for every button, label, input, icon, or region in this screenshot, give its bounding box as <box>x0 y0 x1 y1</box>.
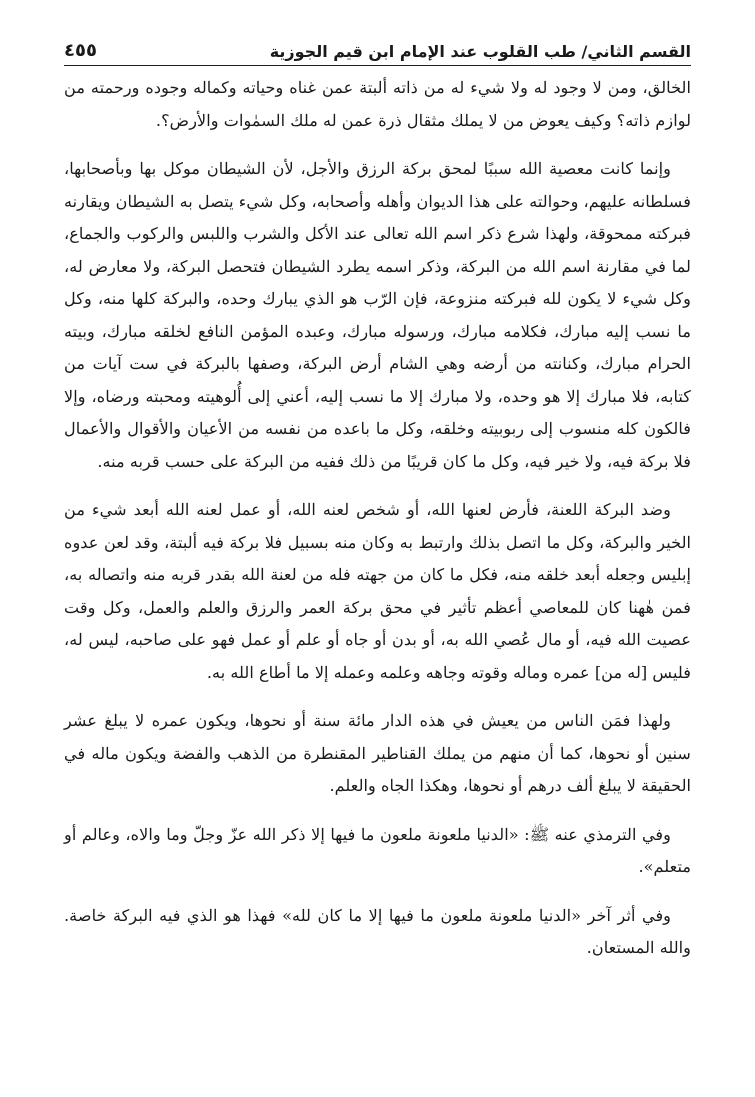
paragraph: ولهذا فمَن الناس من يعيش في هذه الدار مائة سنة أو نحوها، ويكون عمره لا يبلغ عشر سنين أو نحوها، كما أن منهم من يملك القناطير المقنطرة من الذهب والفضة ويكون ماله في الحقيقة لا يبلغ ألف درهم أو نحوها، وهكذا الجاه والعلم. <box>64 711 691 795</box>
page-number: ٤٥٥ <box>64 40 97 61</box>
paragraph: وفي الترمذي عنه ﷺ: «الدنيا ملعونة ملعون ما فيها إلا ذكر الله عزّ وجلّ وما والاه، وعالم أو متعلم». <box>64 824 691 876</box>
header-title: القسم الثاني/ طب القلوب عند الإمام ابن قيم الجوزية <box>269 42 691 61</box>
paragraph: الخالق، ومن لا وجود له ولا شيء له من ذاته ألبتة عمن غناه وحياته وكماله وجوده ورحمته من لوازم ذاته؟ وكيف يعوض من لا يملك مثقال ذرة عمن له ملك السمٰوات والأرض؟. <box>64 78 691 130</box>
paragraph: وفي أثر آخر «الدنيا ملعونة ملعون ما فيها إلا ما كان لله» فهذا هو الذي فيه البركة خاصة. والله المستعان. <box>64 905 691 957</box>
page-body <box>64 72 691 965</box>
paragraph: وضد البركة اللعنة، فأرض لعنها الله، أو شخص لعنه الله، أو عمل لعنه الله أبعد شيء من الخير والبركة، وكل ما اتصل بذلك وارتبط به وكان منه بسبيل فلا بركة فيه ألبتة، وقد لعن عدوه إبليس وجعله أبعد خلقه منه، فكل ما كان من جهته فله من لعنة الله بقدر قربه منه واتصاله به، فمن هٰهنا كان للمعاصي أعظم تأثير في محق بركة العمر والرزق والعلم والعمل، وكل وقت عصيت الله فيه، أو مال عُصي الله به، أو بدن أو جاه أو علم أو عمل فهو على صاحبه، ليس له، فليس [له من] عمره وماله وقوته وجاهه وعلمه وعمله إلا ما أطاع الله به. <box>64 500 691 682</box>
paragraph: وإنما كانت معصية الله سببًا لمحق بركة الرزق والأجل، لأن الشيطان موكل بها وبأصحابها، فسلطانه عليهم، وحوالته على هذا الديوان وأهله وأصحابه، وكل شيء يتصل به الشيطان ويقارنه فبركته ممحوقة، ولهذا شرع ذكر اسم الله تعالى عند الأكل والشرب واللبس والركوب والجماع، لما في مقارنة اسم الله من البركة، وذكر اسمه يطرد الشيطان فتحصل البركة، ولا معارض له، وكل شيء لا يكون لله فبركته منزوعة، فإن الرّب هو الذي يبارك وحده، والبركة كلها منه، وكل ما نسب إليه مبارك، فكلامه مبارك، ورسوله مبارك، وعبده المؤمن النافع لخلقه مبارك، وبيته الحرام مبارك، وكنانته من أرضه وهي الشام أرض البركة، وصفها بالبركة في ست آيات من كتابه، فلا مبارك إلا هو وحده، ولا مبارك إلا ما نسب إليه، أعني إلى أُلوهيته ومحبته ورضاه، وإلا فالكون كله منسوب إلى ربوبيته وخلقه، وكل ما باعده من نفسه من الأعيان والأقوال والأعمال فلا بركة فيه، ولا خير فيه، وكل ما كان قريبًا من ذلك ففيه من البركة على حسب قربه منه. <box>64 159 691 471</box>
running-header <box>64 35 691 66</box>
